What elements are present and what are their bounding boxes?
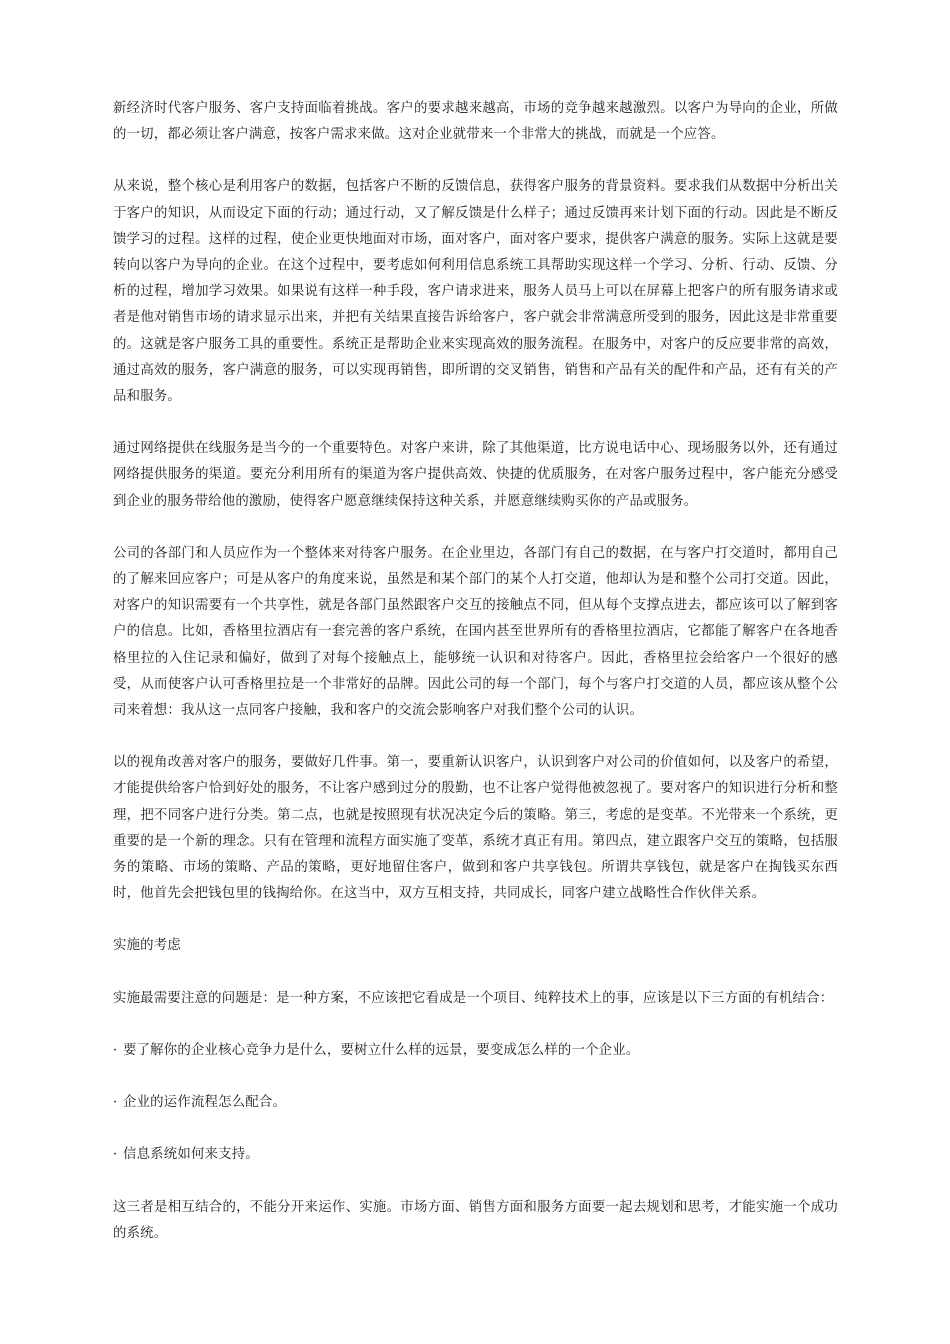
document-body: [113, 96, 838, 1273]
list-item: [113, 1090, 838, 1116]
paragraph-improve-service: 以的视角改善对客户的服务，要做好几件事。第一，要重新认识客户，认识到客户对公司的价值如何，以及客户的希望，才能提供给客户恰到好处的服务，不让客户感到过分的殷勤，也不让客户觉得他被忽视了。要对客户的知识进行分析和整理，把不同客户进行分类。第二点，也就是按照现有状况决定今后的策略。第三，考虑的是变革。不光带来一个系统，更重要的是一个新的理念。只有在管理和流程方面实施了变革，系统才真正有用。第四点，建立跟客户交互的策略，包括服务的策略、市场的策略、产品的策略，更好地留住客户，做到和客户共享钱包。所谓共享钱包，就是客户在掏钱买东西时，他首先会把钱包里的钱掏给你。在这当中，双方互相支持，共同成长，同客户建立战略性合作伙伴关系。: [113, 755, 838, 902]
bullet-dot: ·: [113, 1042, 118, 1058]
list-item: [113, 1038, 838, 1064]
bullet-dot: ·: [113, 1095, 118, 1111]
paragraph-online-service: 通过网络提供在线服务是当今的一个重要特色。对客户来讲，除了其他渠道，比方说电话中心、现场服务以外，还有通过网络提供服务的渠道。要充分利用所有的渠道为客户提供高效、快捷的优质服务，在对客户服务过程中，客户能充分感受到企业的服务带给他的激励，使得客户愿意继续保持这种关系，并愿意继续购买你的产品或服务。: [113, 441, 838, 509]
section-heading: 实施的考虑: [113, 938, 181, 954]
bullet-dot: ·: [113, 1147, 118, 1163]
paragraph-customer-data: 从来说，整个核心是利用客户的数据，包括客户不断的反馈信息，获得客户服务的背景资料。要求我们从数据中分析出关于客户的知识，从而设定下面的行动；通过行动，又了解反馈是什么样子；通过反馈再来计划下面的行动。因此是不断反馈学习的过程。这样的过程，使企业更快地面对市场，面对客户，面对客户要求，提供客户满意的服务。实际上这就是要转向以客户为导向的企业。在这个过程中，要考虑如何利用信息系统工具帮助实现这样一个学习、分析、行动、反馈、分析的过程，增加学习效果。如果说有这样一种手段，客户请求进来，服务人员马上可以在屏幕上把客户的所有服务请求或者是他对销售市场的请求显示出来，并把有关结果直接告诉给客户，客户就会非常满意所受到的服务，因此这是非常重要的。这就是客户服务工具的重要性。系统正是帮助企业来实现高效的服务流程。在服务中，对客户的反应要非常的高效，通过高效的服务，客户满意的服务，可以实现再销售，即所谓的交叉销售，销售和产品有关的配件和产品，还有有关的产品和服务。: [113, 179, 838, 405]
paragraph-closing: 这三者是相互结合的，不能分开来运作、实施。市场方面、销售方面和服务方面要一起去规划和思考，才能实施一个成功的系统。: [113, 1199, 838, 1241]
paragraph-challenges: 新经济时代客户服务、客户支持面临着挑战。客户的要求越来越高，市场的竞争越来越激烈。以客户为导向的企业，所做的一切，都必须让客户满意，按客户需求来做。这对企业就带来一个非常大的挑战，而就是一个应答。: [113, 101, 838, 143]
paragraph-intro: 实施最需要注意的问题是：是一种方案，不应该把它看成是一个项目、纯粹技术上的事，应该是以下三方面的有机结合：: [113, 990, 834, 1006]
list-item-text: 企业的运作流程怎么配合。: [123, 1095, 287, 1111]
list-item-text: 信息系统如何来支持。: [123, 1147, 259, 1163]
list-item-text: 要了解你的企业核心竞争力是什么，要树立什么样的远景，要变成怎么样的一个企业。: [123, 1042, 640, 1058]
list-item: [113, 1142, 838, 1168]
paragraph-departments: 公司的各部门和人员应作为一个整体来对待客户服务。在企业里边，各部门有自己的数据，在与客户打交道时，都用自己的了解来回应客户；可是从客户的角度来说，虽然是和某个部门的某个人打交道，他却认为是和整个公司打交道。因此，对客户的知识需要有一个共享性，就是各部门虽然跟客户交互的接触点不同，但从每个支撑点进去，都应该可以了解到客户的信息。比如，香格里拉酒店有一套完善的客户系统，在国内甚至世界所有的香格里拉酒店，它都能了解客户在各地香格里拉的入住记录和偏好，做到了对每个接触点上，能够统一认识和对待客户。因此，香格里拉会给客户一个很好的感受，从而使客户认可香格里拉是一个非常好的品牌。因此公司的每一个部门，每个与客户打交道的人员，都应该从整个公司来着想：我从这一点同客户接触，我和客户的交流会影响客户对我们整个公司的认识。: [113, 545, 838, 719]
